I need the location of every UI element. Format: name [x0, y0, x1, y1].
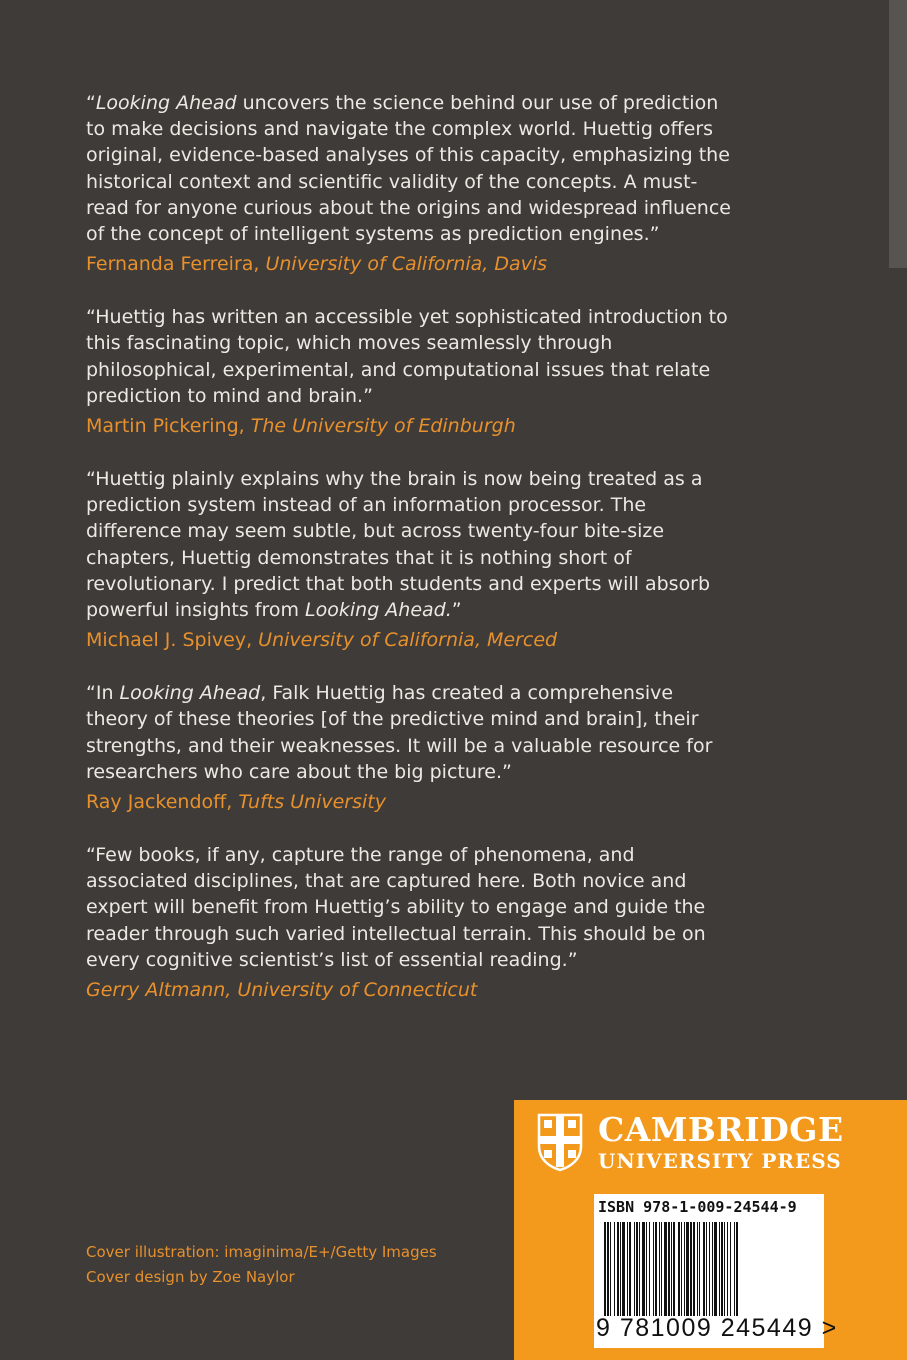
scrollbar-thumb[interactable] [889, 0, 907, 268]
barcode-bar [724, 1222, 725, 1316]
design-credit: Cover design by Zoe Naylor [86, 1268, 295, 1286]
barcode-bar [736, 1222, 738, 1316]
barcode-bar [697, 1222, 698, 1316]
barcode-bar [639, 1222, 640, 1316]
quote-text: “Huettig has written an accessible yet sophisticated introduction to this fascinating topic, which moves seamlessly through philosophical, experimental, and computational issues that relate prediction to mind and brain.” [86, 306, 728, 407]
publisher-subname: UNIVERSITY PRESS [598, 1149, 842, 1173]
barcode-bar [703, 1222, 705, 1316]
barcode-bar [693, 1222, 695, 1316]
publisher-panel [514, 1100, 907, 1360]
endorsement-pickering [86, 304, 736, 439]
barcode-bar [730, 1222, 731, 1316]
attribution: Gerry Altmann, University of Connecticut [86, 979, 478, 1002]
endorsements [86, 90, 736, 1030]
attribution: Martin Pickering, The University of Edinburgh [86, 415, 516, 438]
barcode-bar [617, 1222, 619, 1316]
quote-text: “Huettig plainly explains why the brain is now being treated as a prediction system instead of an information processor. The difference may seem subtle, but across twenty-four bite-size chapters, Huettig demonstrates that it is nothing short of revolutionary. I predict that both students and experts will absorb powerful insights from Looking Ahead.” [86, 468, 711, 622]
barcode-bar [634, 1222, 635, 1316]
isbn-label: ISBN 978-1-009-24544-9 [598, 1198, 797, 1216]
barcode-bar [719, 1222, 720, 1316]
barcode-bar [706, 1222, 707, 1316]
barcode-bar [620, 1222, 621, 1316]
quote-text: “In Looking Ahead, Falk Huettig has created a comprehensive theory of these theories [of the predictive mind and brain], their strengths, and their weaknesses. It will be a valuable resource for researchers who care about the big picture.” [86, 682, 713, 783]
barcode-bar [622, 1222, 625, 1316]
barcode-bar [678, 1222, 680, 1316]
endorsement-altmann [86, 842, 736, 1003]
isbn-barcode [594, 1194, 838, 1348]
barcode-bar [642, 1222, 645, 1316]
barcode-bar [610, 1222, 611, 1316]
cover-credits [86, 1240, 437, 1290]
endorsement-spivey [86, 466, 736, 653]
cambridge-crest-icon [536, 1112, 584, 1172]
endorsement-jackendoff [86, 680, 736, 815]
barcode-bar [671, 1222, 672, 1316]
publisher-name: CAMBRIDGE [598, 1110, 844, 1149]
barcode-bar [604, 1222, 606, 1316]
barcode-bar [699, 1222, 700, 1316]
illustration-credit: Cover illustration: imaginima/E+/Getty Images [86, 1243, 437, 1261]
quote-text: “Looking Ahead uncovers the science behind our use of prediction to make decisions and navigate the complex world. Huettig offers original, evidence-based analyses of this capacity, emphasizing the historical context and scientific validity of the concepts. A must-read for anyone curious about the origins and widespread influence of the concept of intelligent systems as prediction engines.” [86, 92, 731, 246]
barcode-bar [673, 1222, 675, 1316]
barcode-icon [598, 1222, 820, 1316]
endorsement-ferreira [86, 90, 736, 277]
barcode-digits: 9 781009 245449 > [596, 1314, 838, 1342]
barcode-bar [636, 1222, 638, 1316]
attribution: Michael J. Spivey, University of California, Merced [86, 629, 558, 652]
barcode-bar [629, 1222, 631, 1316]
barcode-bar [655, 1222, 657, 1316]
barcode-bar [661, 1222, 662, 1316]
barcode-bar [712, 1222, 713, 1316]
barcode-bar [646, 1222, 647, 1316]
barcode-bar [607, 1222, 609, 1316]
barcode-bar [649, 1222, 650, 1316]
barcode-bar [727, 1222, 728, 1316]
quote-text: “Few books, if any, capture the range of phenomena, and associated disciplines, that are captured here. Both novice and expert will benefit from Huettig’s ability to engage and guide the reader through such varied intellectual terrain. This should be on every cognitive scientist’s list of essential reading.” [86, 844, 706, 971]
barcode-bar [714, 1222, 717, 1316]
barcode-bar [681, 1222, 682, 1316]
barcode-bar [686, 1222, 689, 1316]
barcode-bar [659, 1222, 660, 1316]
barcode-bar [614, 1222, 615, 1316]
barcode-bar [668, 1222, 670, 1316]
barcode-bar [690, 1222, 692, 1316]
attribution: Ray Jackendoff, Tufts University [86, 791, 386, 814]
barcode-bar [627, 1222, 628, 1316]
barcode-bar [734, 1222, 735, 1316]
barcode-bar [684, 1222, 685, 1316]
barcode-bar [664, 1222, 667, 1316]
barcode-bar [721, 1222, 723, 1316]
barcode-bar [653, 1222, 654, 1316]
barcode-bar [709, 1222, 710, 1316]
attribution: Fernanda Ferreira, University of California, Davis [86, 253, 548, 276]
